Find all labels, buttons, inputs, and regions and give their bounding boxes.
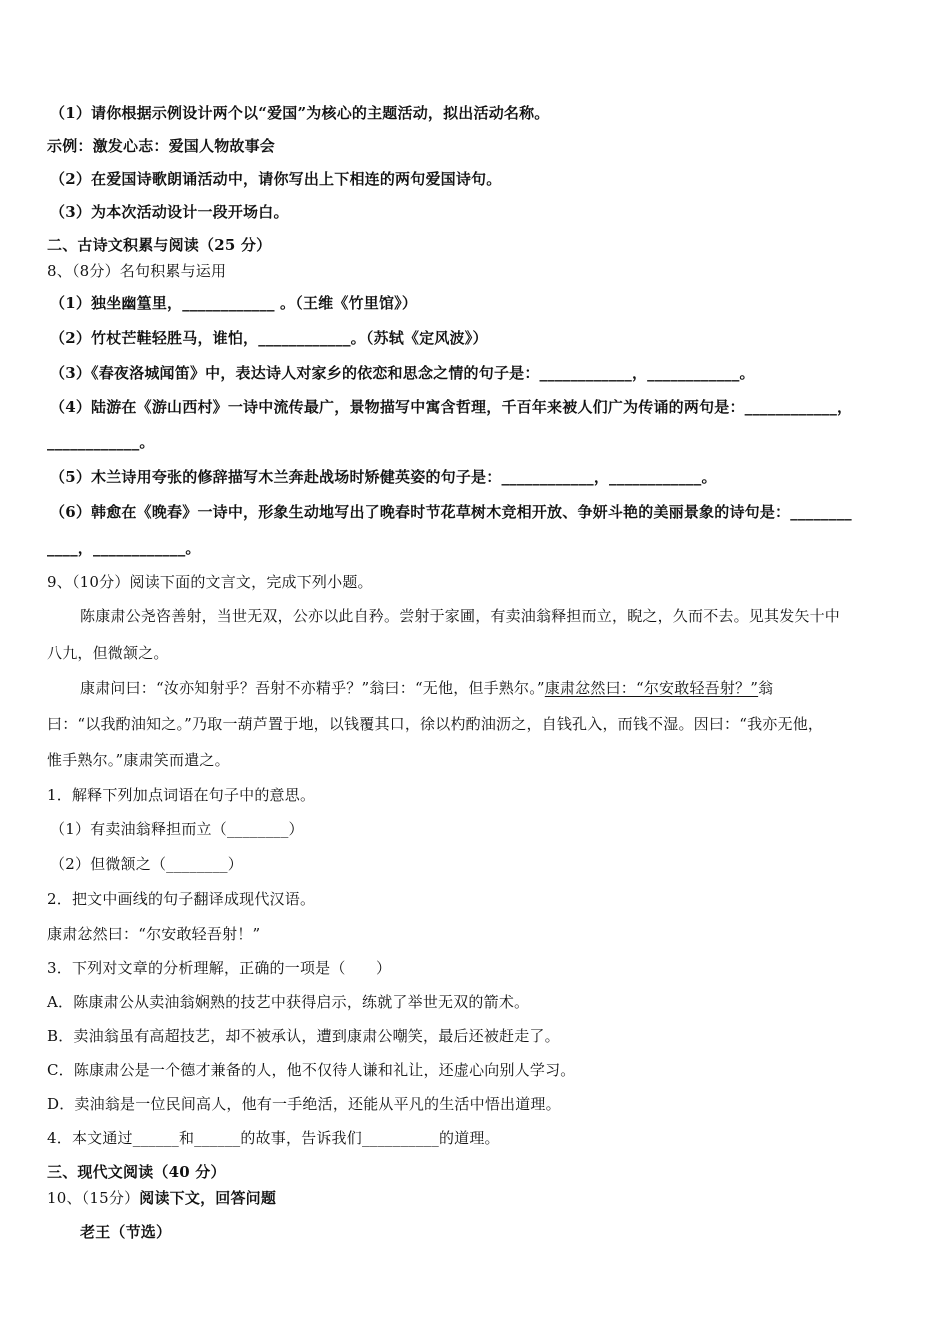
passage-text: 康肃问曰：“汝亦知射乎？吾射不亦精乎？”翁曰：“无他，但手熟尔。”	[80, 679, 545, 697]
section-3-heading: 三、现代文阅读（40 分）	[47, 1163, 226, 1181]
option-b: B．卖油翁虽有高超技艺，却不被承认，遭到康肃公嘲笑，最后还被赶走了。	[47, 1027, 560, 1045]
question-10-score: 10、（15分）	[47, 1189, 140, 1207]
poem-fill-item-6: （6）韩愈在《晚春》一诗中，形象生动地写出了晚春时节花草树木竞相开放、争妍斗艳的美丽景象的诗句是：________	[50, 503, 852, 521]
question-8-title: 8、（8分）名句积累与运用	[47, 262, 227, 280]
question-10-instruction: 阅读下文，回答问题	[139, 1189, 277, 1207]
poem-fill-item-2: （2）竹杖芒鞋轻胜马，谁怕，____________。（苏轼《定风波》）	[50, 329, 488, 347]
activity-question-2: （2）在爱国诗歌朗诵活动中，请你写出上下相连的两句爱国诗句。	[50, 170, 502, 188]
poem-fill-item-5: （5）木兰诗用夸张的修辞描写木兰奔赴战场时矫健英姿的句子是：____________，____________。	[50, 468, 717, 486]
sub-question-3: 3．下列对文章的分析理解，正确的一项是（ ）	[47, 959, 392, 977]
poem-fill-item-1: （1）独坐幽篁里，____________ 。（王维《竹里馆》）	[50, 294, 418, 312]
activity-question-3: （3）为本次活动设计一段开场白。	[50, 203, 289, 221]
question-10-title	[47, 1188, 910, 1208]
passage-paragraph-1-cont: 八九，但微颔之。	[47, 644, 169, 662]
sub-question-1-1: （1）有卖油翁释担而立（________）	[50, 820, 304, 838]
poem-fill-item-4-cont: ____________。	[47, 433, 155, 451]
sub-question-1: 1．解释下列加点词语在句子中的意思。	[47, 786, 316, 804]
reading-title: 老王（节选）	[80, 1223, 172, 1241]
activity-question-1: （1）请你根据示例设计两个以“爱国”为核心的主题活动，拟出活动名称。	[50, 104, 550, 122]
passage-paragraph-2-end: 惟手熟尔。”康肃笑而遣之。	[47, 751, 230, 769]
passage-paragraph-2	[80, 678, 910, 698]
underlined-sentence: 康肃忿然曰：“尔安敢轻吾射？”	[544, 679, 759, 697]
passage-paragraph-1: 陈康肃公尧咨善射，当世无双，公亦以此自矜。尝射于家圃，有卖油翁释担而立，睨之，久而不去。见其发矢十中	[80, 607, 841, 625]
sub-question-2-sentence: 康肃忿然曰：“尔安敢轻吾射！”	[47, 925, 261, 943]
section-2-heading: 二、古诗文积累与阅读（25 分）	[47, 236, 272, 254]
sub-question-4: 4．本文通过______和______的故事，告诉我们__________的道理。	[47, 1129, 500, 1147]
sub-question-2: 2．把文中画线的句子翻译成现代汉语。	[47, 890, 316, 908]
activity-example: 示例：激发心志：爱国人物故事会	[47, 137, 276, 155]
option-d: D．卖油翁是一位民间高人，他有一手绝活，还能从平凡的生活中悟出道理。	[47, 1095, 561, 1113]
passage-text: 翁	[758, 679, 774, 697]
option-a: A．陈康肃公从卖油翁娴熟的技艺中获得启示，练就了举世无双的箭术。	[47, 993, 530, 1011]
poem-fill-item-3: （3）《春夜洛城闻笛》中，表达诗人对家乡的依恋和思念之情的句子是：____________，____________。	[50, 364, 755, 382]
question-9-title: 9、（10分）阅读下面的文言文，完成下列小题。	[47, 573, 373, 591]
passage-paragraph-2-cont: 曰：“以我酌油知之。”乃取一葫芦置于地，以钱覆其口，徐以杓酌油沥之，自钱孔入，而钱不湿。因曰：“我亦无他，	[47, 715, 824, 733]
poem-fill-item-4: （4）陆游在《游山西村》一诗中流传最广，景物描写中寓含哲理，千百年来被人们广为传诵的两句是：____________，	[50, 398, 853, 416]
sub-question-1-2: （2）但微颔之（________）	[50, 855, 243, 873]
poem-fill-item-6-cont: ____，____________。	[47, 539, 201, 557]
option-c: C．陈康肃公是一个德才兼备的人，他不仅待人谦和礼让，还虚心向别人学习。	[47, 1061, 576, 1079]
